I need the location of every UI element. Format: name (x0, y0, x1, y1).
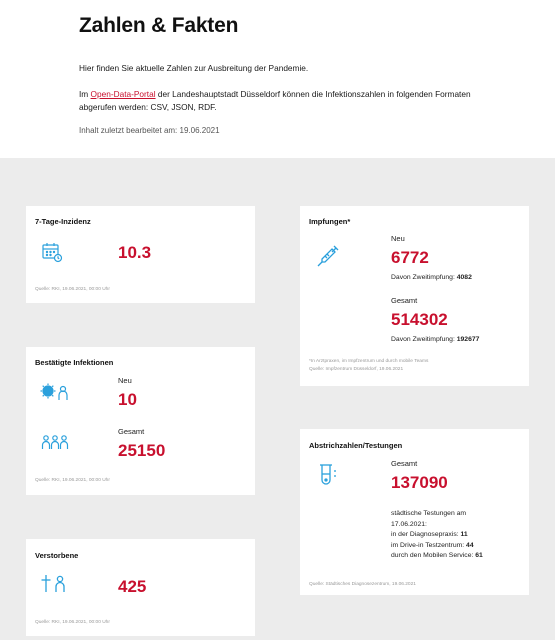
last-updated: Inhalt zuletzt bearbeitet am: 19.06.2021 (79, 126, 220, 135)
portal-prefix: Im (79, 89, 91, 99)
page-title: Zahlen & Fakten (79, 14, 239, 37)
deaths-card (26, 539, 255, 636)
vaccinations-total-value: 514302 (391, 310, 448, 329)
vaccinations-footnote: *In Arztpraxen, im Impfzentrum und durch mobile Teams (309, 359, 429, 364)
vaccinations-total-second (391, 336, 479, 343)
confirmed-new-value: 10 (118, 390, 137, 409)
confirmed-total-value: 25150 (118, 441, 166, 460)
incidence-source: Quelle: RKI, 19.06.2021, 00:00 Uhr (35, 287, 110, 292)
tests-line-2: 17.06.2021: (391, 520, 427, 528)
portal-paragraph (79, 88, 479, 113)
confirmed-title: Bestätigte Infektionen (35, 358, 114, 367)
vaccinations-new-second-label: Davon Zweitimpfung: (391, 274, 457, 281)
people-group-icon (40, 434, 70, 452)
incidence-value: 10.3 (118, 243, 152, 262)
confirmed-total-label: Gesamt (118, 427, 145, 436)
tests-line-3-value: 11 (460, 531, 468, 538)
vaccinations-new-value: 6772 (391, 248, 429, 267)
vaccinations-new-second (391, 274, 472, 281)
tests-card (300, 429, 529, 595)
vaccinations-new-second-value: 4082 (456, 274, 472, 281)
tests-total-value: 137090 (391, 473, 448, 492)
tests-line-5-label: durch den Mobilen Service: (391, 552, 476, 559)
header-section (0, 0, 555, 158)
cross-person-icon (40, 573, 70, 595)
tests-line-3 (391, 530, 483, 541)
tests-title: Abstrichzahlen/Testungen (309, 441, 403, 450)
open-data-portal-link[interactable]: Open-Data-Portal (90, 89, 156, 99)
tests-line-4-label: im Drive-in Testzentrum: (391, 541, 467, 549)
tests-line-5 (391, 551, 483, 562)
tests-details (391, 509, 483, 562)
deaths-value: 425 (118, 577, 147, 596)
confirmed-source: Quelle: RKI, 19.06.2021, 00:00 Uhr (35, 478, 110, 483)
portal-suffix: der Landeshauptstadt Düsseldorf können die Infektionszahlen in folgenden Formaten abgerufen werden: CSV, JSON, RDF. (79, 89, 471, 112)
tests-line-4 (391, 541, 483, 552)
incidence-title: 7-Tage-Inzidenz (35, 217, 91, 226)
confirmed-new-label: Neu (118, 376, 132, 385)
tests-source: Quelle: Städtisches Diagnosezentrum, 19.06.2021 (309, 582, 416, 587)
vaccinations-new-label: Neu (391, 234, 405, 243)
syringe-icon (316, 244, 340, 268)
stats-section (0, 158, 555, 640)
deaths-title: Verstorbene (35, 551, 79, 560)
vaccinations-card (300, 206, 529, 386)
vaccinations-total-second-label: Davon Zweitimpfung: (391, 336, 457, 343)
vaccinations-total-label: Gesamt (391, 296, 418, 305)
calendar-icon (41, 241, 63, 263)
deaths-source: Quelle: RKI, 19.06.2021, 00:00 Uhr (35, 620, 110, 625)
tests-line-5-value: 61 (475, 552, 483, 559)
vaccinations-total-second-value: 192677 (456, 336, 480, 343)
intro-text: Hier finden Sie aktuelle Zahlen zur Ausbreitung der Pandemie. (79, 63, 309, 73)
virus-person-icon (40, 382, 70, 402)
confirmed-card (26, 347, 255, 495)
tests-line-4-value: 44 (466, 541, 474, 549)
tests-line-1: städtische Testungen am (391, 510, 467, 517)
vaccinations-title: Impfungen* (309, 217, 351, 226)
vaccinations-source: Quelle: Impfzentrum Düsseldorf, 19.06.2021 (309, 367, 404, 372)
tests-line-3-label: in der Diagnosepraxis: (391, 531, 461, 538)
incidence-card (26, 206, 255, 303)
test-tube-icon (317, 462, 337, 488)
tests-total-label: Gesamt (391, 459, 418, 468)
